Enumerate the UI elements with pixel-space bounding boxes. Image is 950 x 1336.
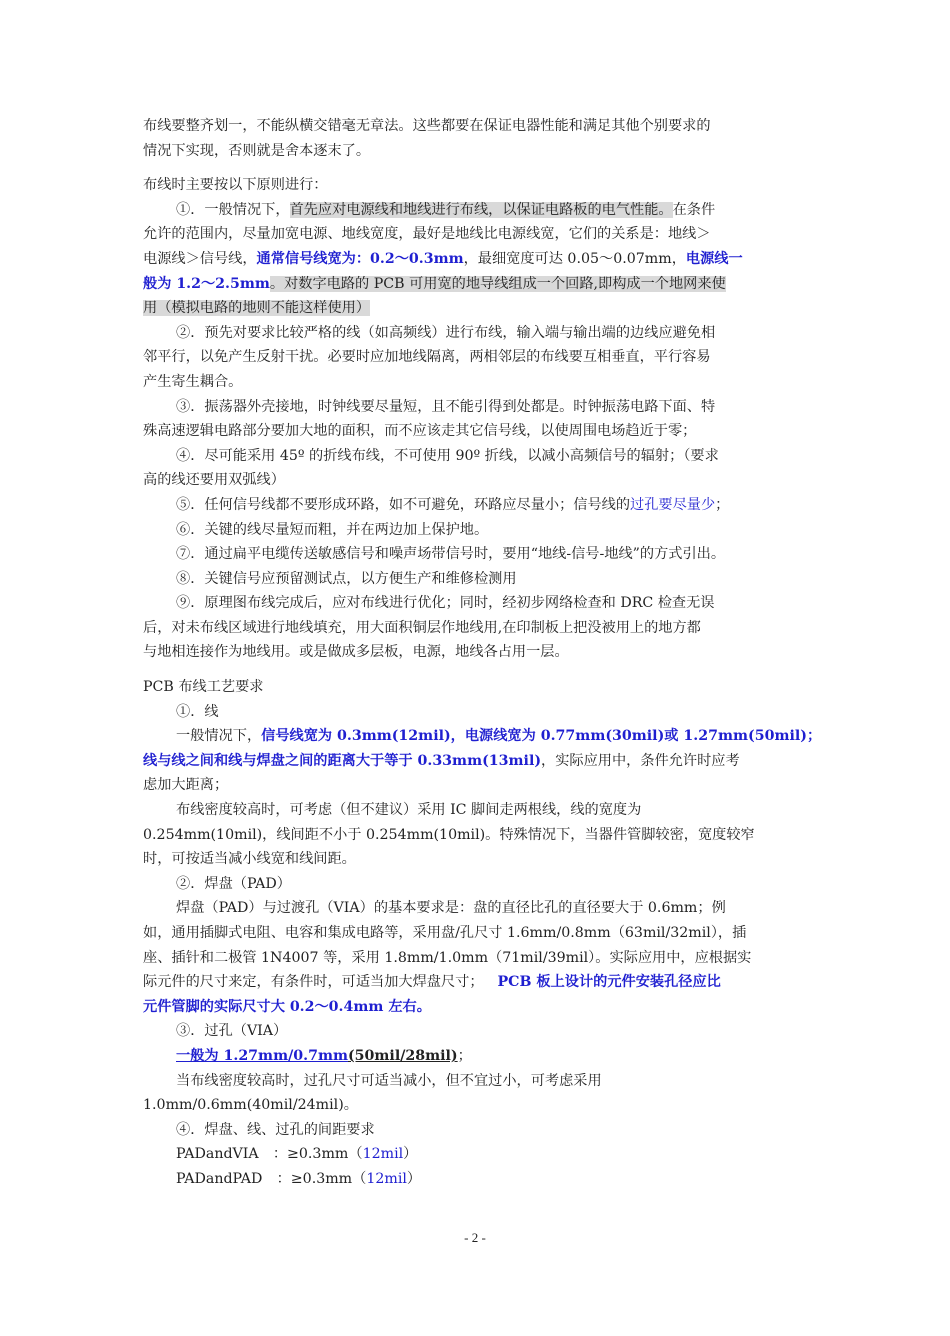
section-1-line: 0.254mm(10mil)，线间距不小于 0.254mm(10mil)。特殊情况下，当器件管脚较密，宽度较窄: [143, 826, 755, 843]
section-2-line: 焊盘（PAD）与过渡孔（VIA）的基本要求是：盘的直径比孔的直径要大于 0.6mm；例: [176, 900, 726, 917]
highlighted-text: 用（模拟电路的地则不能这样使用）: [143, 300, 371, 317]
emphasis-text: 信号线宽为 0.3mm(12mil)，电源线宽为 0.77mm(30mil)或 1.27mm(50mil)；: [261, 728, 822, 745]
spacing-row: [143, 1142, 805, 1167]
intro-line: 情况下实现，否则就是舍本逐末了。: [143, 142, 371, 159]
section-1-line: 虑加大距离；: [143, 777, 229, 794]
section-2-line: 座、插针和二极管 1N4007 等，采用 1.8mm/1.0mm（71mil/39mil）。实际应用中，应根据实: [143, 949, 752, 966]
principle-4-line: 高的线还要用双弧线）: [143, 472, 285, 489]
principle-3-line: 殊高速逻辑电路部分要加大地的面积，而不应该走其它信号线，以使周围电场趋近于零；: [143, 423, 697, 440]
section-2-line: 如，通用插脚式电阻、电容和集成电路等，采用盘/孔尺寸 1.6mm/0.8mm（63mil/32mil），插: [143, 925, 747, 941]
principle-5-line: [143, 493, 805, 518]
text-run: PADandVIA ：≥0.3mm（: [176, 1146, 363, 1163]
text-run: 际元件的尺寸来定，有条件时，可适当加大焊盘尺寸；: [143, 974, 484, 991]
principle-1-line: [143, 198, 805, 223]
document-page: [143, 114, 822, 1192]
emphasis-text: 一般为 1.27mm/0.7mm: [176, 1047, 348, 1064]
emphasis-text: 通常信号线宽为：0.2～0.3mm: [256, 250, 464, 267]
principle-1-line: 允许的范围内，尽量加宽电源、地线宽度，最好是地线比电源线宽，它们的关系是：地线＞: [143, 226, 711, 243]
principle-2-line: 邻平行，以免产生反射干扰。必要时应加地线隔离，两相邻层的布线要互相垂直，平行容易: [143, 349, 711, 366]
emphasis-text: 12mil: [362, 1146, 404, 1163]
section-2-line: [143, 970, 805, 995]
emphasis-text: 12mil: [366, 1170, 407, 1187]
emphasis-text: (50mil/28mil): [347, 1047, 458, 1064]
text-run: 一般情况下，: [176, 728, 262, 745]
section-3-line: [143, 1044, 805, 1069]
text-run: ⑤．任何信号线都不要形成环路，如不可避免，环路应尽量小；信号线的: [176, 496, 631, 513]
section-1-line: 布线密度较高时，可考虑（但不建议）采用 IC 脚间走两根线，线的宽度为: [176, 802, 642, 819]
text-run: ）: [403, 1146, 418, 1163]
emphasis-text: 般为 1.2～2.5mm: [143, 275, 270, 292]
section-2-title: ②．焊盘（PAD）: [176, 875, 291, 892]
highlighted-text: 。对数字电路的 PCB 可用宽的地导线组成一个回路,即构成一个地网来使: [269, 275, 726, 292]
intro-line: 布线要整齐划一，不能纵横交错毫无章法。这些都要在保证电器性能和满足其他个别要求的: [143, 118, 711, 134]
text-run: ；: [457, 1047, 472, 1064]
section-1-line: 时，可按适当减小线宽和线间距。: [143, 851, 356, 868]
principle-3-line: ③．振荡器外壳接地，时钟线要尽量短，且不能引得到处都是。时钟振荡电路下面、特: [176, 398, 716, 415]
principle-8-line: ⑧．关键信号应预留测试点，以方便生产和维修检测用: [176, 570, 517, 587]
section-2-line: [143, 995, 805, 1020]
text-run: 在条件: [672, 201, 716, 218]
principle-9-line: ⑨．原理图布线完成后，应对布线进行优化；同时，经初步网络检查和 DRC 检查无误: [176, 595, 715, 612]
section-3-line: 1.0mm/0.6mm(40mil/24mil)。: [143, 1097, 358, 1114]
principle-1-line: [143, 247, 805, 272]
emphasis-text: 元件管脚的实际尺寸大 0.2～0.4mm 左右。: [143, 998, 431, 1015]
section-3-title: ③．过孔（VIA）: [176, 1023, 288, 1040]
text-run: ；: [715, 496, 730, 513]
principle-4-line: ④．尽可能采用 45º 的折线布线，不可使用 90º 折线，以减小高频信号的辐射；（要求: [176, 447, 719, 464]
section-4-title: ④．焊盘、线、过孔的间距要求: [176, 1121, 375, 1138]
text-run: ，最细宽度可达 0.05～0.07mm，: [463, 250, 686, 267]
spacer: [143, 163, 805, 173]
text-run: PADandPAD ：≥0.3mm（: [176, 1170, 367, 1187]
principle-1-line: [143, 296, 805, 321]
principles-heading: 布线时主要按以下原则进行：: [143, 177, 328, 194]
spacing-row: [143, 1167, 805, 1192]
section-1-line: [143, 724, 822, 749]
section-3-line: 当布线密度较高时，过孔尺寸可适当减小，但不宜过小，可考虑采用: [176, 1072, 602, 1089]
principle-6-line: ⑥．关键的线尽量短而粗，并在两边加上保护地。: [176, 521, 489, 538]
principle-1-line: [143, 272, 805, 297]
emphasis-text: 过孔要尽量少: [630, 496, 716, 513]
principle-9-line: 后，对未布线区域进行地线填充，用大面积铜层作地线用,在印制板上把没被用上的地方都: [143, 619, 701, 636]
emphasis-text: 电源线一: [685, 250, 743, 267]
highlighted-text: 首先应对电源线和地线进行布线，以保证电路板的电气性能。: [289, 201, 673, 218]
text-run: 电源线＞信号线，: [143, 250, 257, 267]
principle-7-line: ⑦．通过扁平电缆传送敏感信号和噪声场带信号时，要用“地线-信号-地线”的方式引出。: [176, 546, 726, 563]
principle-2-line: 产生寄生耦合。: [143, 373, 243, 390]
text-run: ，实际应用中，条件允许时应考: [541, 752, 740, 769]
pcb-heading: PCB 布线工艺要求: [143, 679, 264, 696]
section-1-line: [143, 749, 805, 774]
section-1-title: ①．线: [176, 703, 219, 720]
spacer: [143, 665, 805, 675]
text-run: ①．一般情况下，: [176, 201, 290, 218]
principle-2-line: ②．预先对要求比较严格的线（如高频线）进行布线，输入端与输出端的边线应避免相: [176, 324, 716, 341]
principle-9-line: 与地相连接作为地线用。或是做成多层板，电源，地线各占用一层。: [143, 644, 569, 661]
emphasis-text: 线与线之间和线与焊盘之间的距离大于等于 0.33mm(13mil): [143, 752, 542, 769]
emphasis-text: PCB 板上设计的元件安装孔径应比: [497, 974, 721, 991]
text-run: ）: [406, 1170, 422, 1187]
page-number: - 2 -: [464, 1230, 486, 1245]
